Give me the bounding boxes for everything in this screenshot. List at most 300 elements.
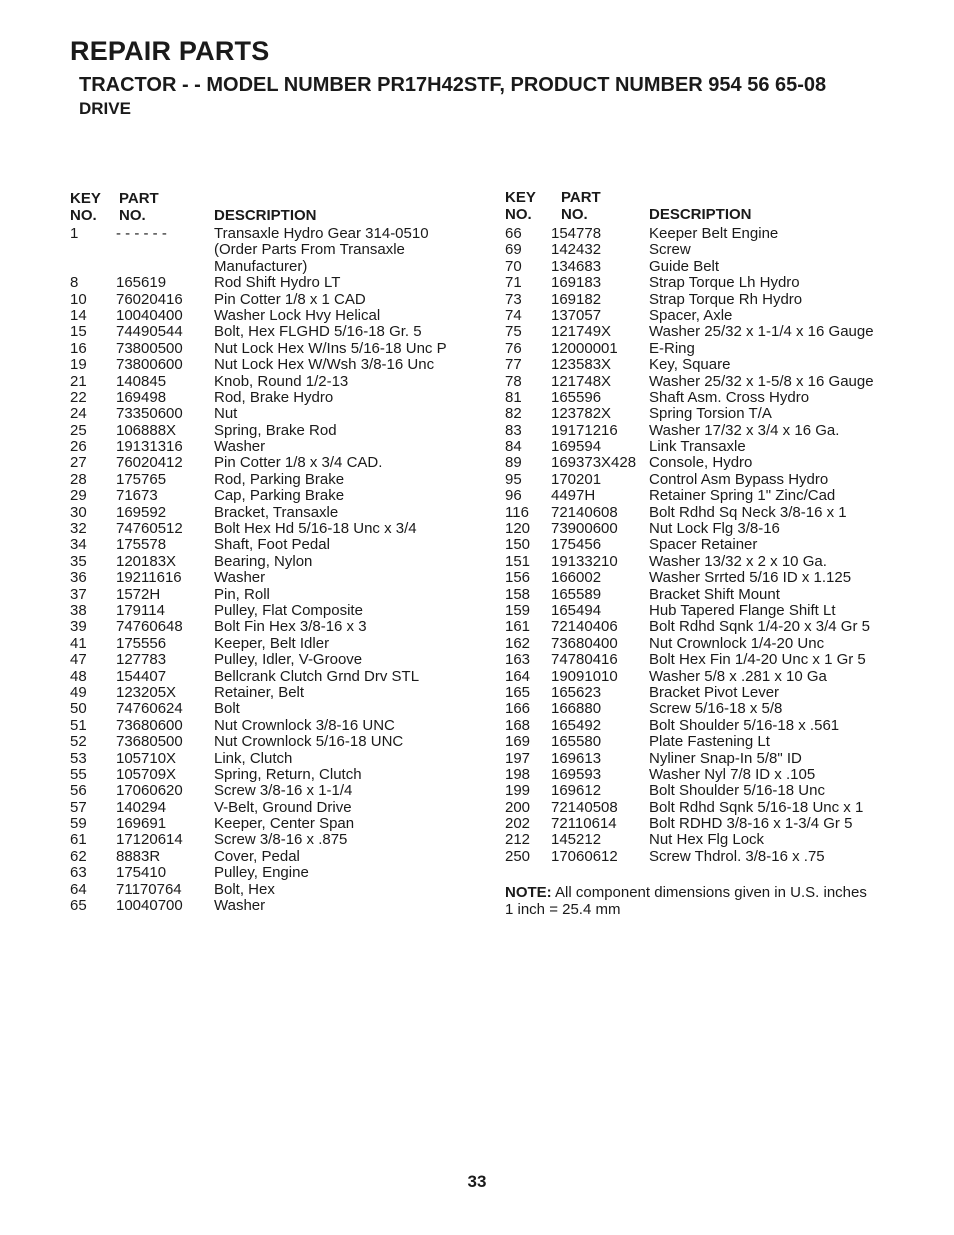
- part-description: E-Ring: [649, 339, 695, 357]
- part-no: 8883R: [116, 847, 161, 865]
- table-row: [505, 390, 905, 406]
- part-no: 123205X: [116, 683, 177, 701]
- part-no: 10040700: [116, 897, 183, 915]
- part-no: 165494: [551, 601, 602, 619]
- part-description: Spacer, Axle: [649, 306, 733, 324]
- key-no: 53: [70, 749, 87, 767]
- table-row: [70, 751, 470, 767]
- part-description: Screw Thdrol. 3/8-16 x .75: [649, 847, 825, 865]
- key-no: 25: [70, 421, 87, 439]
- part-description: Pin Cotter 1/8 x 3/4 CAD.: [214, 454, 383, 472]
- part-no: 74490544: [116, 323, 183, 341]
- part-description: Pin Cotter 1/8 x 1 CAD: [214, 290, 366, 308]
- part-no: 1572H: [116, 585, 161, 603]
- key-no: 82: [505, 405, 522, 423]
- part-description: Bracket Pivot Lever: [649, 683, 780, 701]
- table-row: [505, 636, 905, 652]
- part-description: Control Asm Bypass Hydro: [649, 470, 829, 488]
- table-row: [505, 259, 905, 275]
- part-no: 175456: [551, 536, 602, 554]
- table-row: [505, 292, 905, 308]
- key-no: 47: [70, 651, 87, 669]
- part-description: Nut Lock Hex W/Wsh 3/8-16 Unc: [214, 356, 435, 374]
- key-no: 52: [70, 733, 87, 751]
- part-no: 165589: [551, 585, 602, 603]
- part-no: 72140508: [551, 798, 618, 816]
- key-no: 151: [505, 552, 531, 570]
- table-row: [70, 423, 470, 439]
- key-no: 197: [505, 749, 531, 767]
- part-no: 17060620: [116, 782, 183, 800]
- part-description: Keeper, Belt Idler: [214, 634, 330, 652]
- page-title: REPAIR PARTS: [70, 36, 270, 66]
- key-no: 89: [505, 454, 522, 472]
- part-no: 175765: [116, 470, 167, 488]
- part-no: 140845: [116, 372, 167, 390]
- key-no: 212: [505, 831, 531, 849]
- parts-table-right: [505, 188, 905, 865]
- part-no: 71673: [116, 487, 158, 505]
- part-description: Spring, Brake Rod: [214, 421, 337, 439]
- key-no: 29: [70, 487, 87, 505]
- key-no: 14: [70, 306, 87, 324]
- part-description: Pulley, Flat Composite: [214, 601, 363, 619]
- part-description: Hub Tapered Flange Shift Lt: [649, 601, 836, 619]
- key-no: 49: [70, 683, 87, 701]
- table-row: [505, 751, 905, 767]
- table-row: [70, 865, 470, 881]
- part-description: Screw 3/8-16 x .875: [214, 831, 348, 849]
- part-no: 169182: [551, 290, 602, 308]
- key-no: 66: [505, 225, 522, 242]
- part-no: 169593: [551, 765, 602, 783]
- key-no: 96: [505, 487, 522, 505]
- key-no: 74: [505, 306, 522, 324]
- part-no: 105710X: [116, 749, 177, 767]
- part-description: Keeper, Center Span: [214, 815, 355, 833]
- part-no: 73900600: [551, 520, 618, 538]
- note: [505, 885, 895, 918]
- key-no: 10: [70, 290, 87, 308]
- table-row: [70, 521, 470, 537]
- table-row: [70, 324, 470, 340]
- table-row: [505, 341, 905, 357]
- part-no: 175410: [116, 864, 167, 882]
- key-no: 1: [70, 225, 79, 242]
- page-number: 33: [467, 1172, 487, 1191]
- table-row: [70, 537, 470, 553]
- part-description: Knob, Round 1/2-13: [214, 372, 349, 390]
- key-no: 120: [505, 520, 531, 538]
- table-row: [70, 292, 470, 308]
- part-description: Rod, Parking Brake: [214, 470, 345, 488]
- table-row: [505, 308, 905, 324]
- part-no: 154778: [551, 225, 602, 242]
- part-no: 134683: [551, 257, 602, 275]
- key-no: 71: [505, 274, 522, 292]
- part-no: 121748X: [551, 372, 612, 390]
- table-row: [70, 701, 470, 717]
- table-row: [70, 226, 470, 242]
- key-header-line2: NO.: [505, 206, 532, 223]
- part-description: Nut Lock Hex W/Ins 5/16-18 Unc P: [214, 339, 447, 357]
- table-row: [505, 767, 905, 783]
- table-row: [505, 783, 905, 799]
- part-description: Washer Lock Hvy Helical: [214, 306, 381, 324]
- part-no: 73800600: [116, 356, 183, 374]
- table-row: [505, 669, 905, 685]
- part-no: 105709X: [116, 765, 177, 783]
- table-row: [70, 374, 470, 390]
- part-description: Bolt, Hex: [214, 880, 275, 898]
- key-no: 15: [70, 323, 87, 341]
- table-row: [505, 423, 905, 439]
- part-description: Manufacturer): [214, 257, 308, 275]
- key-no: 77: [505, 356, 522, 374]
- page-subtitle: TRACTOR - - MODEL NUMBER PR17H42STF, PRODUCT NUMBER 954 56 65-08: [79, 74, 827, 96]
- part-description: Link Transaxle: [649, 438, 746, 456]
- key-no: 32: [70, 520, 87, 538]
- key-no: 169: [505, 733, 531, 751]
- table-body-right: [505, 226, 905, 865]
- part-description: Cover, Pedal: [214, 847, 300, 865]
- part-description: Washer 13/32 x 2 x 10 Ga.: [649, 552, 827, 570]
- part-no: 169691: [116, 815, 167, 833]
- part-description: Bolt Rdhd Sq Neck 3/8-16 x 1: [649, 503, 847, 521]
- key-no: 26: [70, 438, 87, 456]
- parts-table-left: [70, 188, 470, 914]
- table-row: [70, 488, 470, 504]
- table-row: [70, 505, 470, 521]
- part-no: 140294: [116, 798, 167, 816]
- part-description: Strap Torque Rh Hydro: [649, 290, 803, 308]
- part-no: 179114: [116, 601, 165, 619]
- part-description: Bolt Hex Hd 5/16-18 Unc x 3/4: [214, 520, 417, 538]
- part-no: 169613: [551, 749, 602, 767]
- part-description: Washer Nyl 7/8 ID x .105: [649, 765, 816, 783]
- part-no: 73800500: [116, 339, 183, 357]
- part-description: Transaxle Hydro Gear 314-0510: [214, 225, 429, 242]
- table-row: [70, 718, 470, 734]
- key-header-line2: NO.: [70, 207, 97, 224]
- table-header-left: [70, 188, 470, 226]
- key-no: 62: [70, 847, 87, 865]
- part-description: Rod Shift Hydro LT: [214, 274, 341, 292]
- part-no: 169612: [551, 782, 602, 800]
- table-row: [70, 882, 470, 898]
- key-no: 150: [505, 536, 531, 554]
- note-conversion: 1 inch = 25.4 mm: [505, 900, 621, 918]
- table-row: [505, 849, 905, 865]
- key-no: 34: [70, 536, 87, 554]
- table-row: [70, 587, 470, 603]
- part-no: 72140406: [551, 618, 618, 636]
- part-no: 73680500: [116, 733, 183, 751]
- key-no: 19: [70, 356, 87, 374]
- part-no: 175578: [116, 536, 167, 554]
- part-description: Nut Hex Flg Lock: [649, 831, 765, 849]
- part-description: Retainer Spring 1" Zinc/Cad: [649, 487, 836, 505]
- part-no: 73680600: [116, 716, 183, 734]
- part-description: Screw: [649, 241, 691, 259]
- part-no: 74760624: [116, 700, 183, 718]
- key-no: 159: [505, 601, 531, 619]
- key-no: 70: [505, 257, 522, 275]
- part-no: 71170764: [116, 880, 182, 898]
- part-description: Washer 25/32 x 1-1/4 x 16 Gauge: [649, 323, 874, 341]
- key-no: 51: [70, 716, 87, 734]
- key-no: 38: [70, 601, 87, 619]
- table-row: [505, 374, 905, 390]
- table-row: [70, 734, 470, 750]
- part-header-line1: PART: [561, 189, 601, 206]
- part-description: Bolt: [214, 700, 240, 718]
- table-row: [505, 324, 905, 340]
- key-no: 165: [505, 683, 531, 701]
- table-row: [70, 406, 470, 422]
- part-description: Nut Crownlock 1/4-20 Unc: [649, 634, 825, 652]
- part-description: Washer 5/8 x .281 x 10 Ga: [649, 667, 827, 685]
- part-no: 19171216: [551, 421, 618, 439]
- table-row: [505, 701, 905, 717]
- description-header: DESCRIPTION: [214, 207, 317, 224]
- table-row: [70, 357, 470, 373]
- key-no: 95: [505, 470, 522, 488]
- part-description: Washer 17/32 x 3/4 x 16 Ga.: [649, 421, 840, 439]
- key-no: 163: [505, 651, 531, 669]
- table-row: [70, 603, 470, 619]
- key-no: 35: [70, 552, 87, 570]
- part-no: 17060612: [551, 847, 618, 865]
- part-description: Bolt RDHD 3/8-16 x 1-3/4 Gr 5: [649, 815, 853, 833]
- key-header-line1: KEY: [505, 189, 536, 206]
- part-description: Pulley, Idler, V-Groove: [214, 651, 363, 669]
- key-no: 198: [505, 765, 531, 783]
- part-header-line1: PART: [119, 190, 159, 207]
- part-description: Cap, Parking Brake: [214, 487, 345, 505]
- key-no: 199: [505, 782, 531, 800]
- key-no: 59: [70, 815, 87, 833]
- key-no: 161: [505, 618, 531, 636]
- table-header-right: [505, 188, 905, 226]
- table-row: [505, 242, 905, 258]
- part-description: Bolt Shoulder 5/16-18 x .561: [649, 716, 840, 734]
- table-row: [70, 849, 470, 865]
- key-no: 28: [70, 470, 87, 488]
- table-row: [505, 455, 905, 471]
- key-no: 202: [505, 815, 531, 833]
- table-row: [70, 636, 470, 652]
- part-no: 121749X: [551, 323, 612, 341]
- part-no: 12000001: [551, 339, 618, 357]
- key-no: 78: [505, 372, 522, 390]
- key-no: 56: [70, 782, 87, 800]
- part-no: 73350600: [116, 405, 183, 423]
- table-row: [505, 734, 905, 750]
- part-description: Plate Fastening Lt: [649, 733, 770, 751]
- key-no: 37: [70, 585, 87, 603]
- part-description: Nyliner Snap-In 5/8" ID: [649, 749, 802, 767]
- table-row: [505, 603, 905, 619]
- key-no: 41: [70, 634, 87, 652]
- key-no: 81: [505, 388, 522, 406]
- key-no: 76: [505, 339, 522, 357]
- part-no: 165619: [116, 274, 167, 292]
- part-no: 74760648: [116, 618, 183, 636]
- part-description: Spacer Retainer: [649, 536, 758, 554]
- key-no: 30: [70, 503, 87, 521]
- part-description: Bolt Shoulder 5/16-18 Unc: [649, 782, 825, 800]
- part-description: Spring Torsion T/A: [649, 405, 772, 423]
- table-row: [505, 406, 905, 422]
- key-no: 16: [70, 339, 87, 357]
- key-no: 63: [70, 864, 87, 882]
- table-row: [70, 439, 470, 455]
- part-no: 74780416: [551, 651, 618, 669]
- part-header-line2: NO.: [119, 207, 146, 224]
- key-no: 200: [505, 798, 531, 816]
- part-description: Guide Belt: [649, 257, 720, 275]
- table-row: [70, 554, 470, 570]
- key-no: 84: [505, 438, 522, 456]
- table-row: [505, 619, 905, 635]
- table-row: [505, 488, 905, 504]
- part-no: 137057: [551, 306, 602, 324]
- key-no: 64: [70, 880, 87, 898]
- key-no: 39: [70, 618, 87, 636]
- table-row: [70, 619, 470, 635]
- table-row: [505, 226, 905, 242]
- part-no: 10040400: [116, 306, 183, 324]
- part-no: 19211616: [116, 569, 182, 587]
- part-no: 19131316: [116, 438, 183, 456]
- part-description: Pin, Roll: [214, 585, 270, 603]
- part-no: 145212: [551, 831, 602, 849]
- part-description: Bolt, Hex FLGHD 5/16-18 Gr. 5: [214, 323, 422, 341]
- part-description: Console, Hydro: [649, 454, 753, 472]
- part-no: 165580: [551, 733, 602, 751]
- part-no: 4497H: [551, 487, 596, 505]
- part-description: Keeper Belt Engine: [649, 225, 779, 242]
- table-row: [70, 652, 470, 668]
- part-description: Bolt Rdhd Sqnk 5/16-18 Unc x 1: [649, 798, 864, 816]
- table-row: [70, 898, 470, 914]
- note-text: All component dimensions given in U.S. inches: [555, 884, 867, 901]
- part-no: 142432: [551, 241, 602, 259]
- part-description: Screw 3/8-16 x 1-1/4: [214, 782, 353, 800]
- key-no: 250: [505, 847, 531, 865]
- part-description: Strap Torque Lh Hydro: [649, 274, 800, 292]
- part-description: Nut: [214, 405, 238, 423]
- table-row: [70, 816, 470, 832]
- key-no: 8: [70, 274, 79, 292]
- table-row: [505, 505, 905, 521]
- part-no: 165596: [551, 388, 602, 406]
- table-row: [505, 570, 905, 586]
- part-description: V-Belt, Ground Drive: [214, 798, 352, 816]
- part-no: 120183X: [116, 552, 177, 570]
- table-row: [70, 767, 470, 783]
- part-no: 154407: [116, 667, 167, 685]
- part-no: 165492: [551, 716, 602, 734]
- part-no: 123782X: [551, 405, 612, 423]
- table-row: [505, 537, 905, 553]
- key-no: 158: [505, 585, 531, 603]
- table-row: [70, 275, 470, 291]
- table-row: [505, 275, 905, 291]
- part-description: Link, Clutch: [214, 749, 293, 767]
- part-no: 72110614: [551, 815, 617, 833]
- part-no: 165623: [551, 683, 602, 701]
- table-row: [505, 357, 905, 373]
- part-no: 19133210: [551, 552, 618, 570]
- key-header-line1: KEY: [70, 190, 101, 207]
- part-no: 72140608: [551, 503, 618, 521]
- table-row: [70, 832, 470, 848]
- key-no: 61: [70, 831, 87, 849]
- part-description: Bolt Fin Hex 3/8-16 x 3: [214, 618, 367, 636]
- key-no: 36: [70, 569, 87, 587]
- table-row: [70, 570, 470, 586]
- part-description: Washer: [214, 897, 266, 915]
- table-row: [505, 554, 905, 570]
- part-description: Bolt Hex Fin 1/4-20 Unc x 1 Gr 5: [649, 651, 866, 669]
- part-description: Bellcrank Clutch Grnd Drv STL: [214, 667, 420, 685]
- part-no: 166880: [551, 700, 602, 718]
- part-description: (Order Parts From Transaxle: [214, 241, 405, 259]
- key-no: 57: [70, 798, 87, 816]
- key-no: 22: [70, 388, 87, 406]
- key-no: 50: [70, 700, 87, 718]
- table-row: [505, 521, 905, 537]
- key-no: 65: [70, 897, 87, 915]
- table-row: [505, 685, 905, 701]
- part-no: 175556: [116, 634, 167, 652]
- key-no: 156: [505, 569, 531, 587]
- part-header-line2: NO.: [561, 206, 588, 223]
- part-no: 74760512: [116, 520, 183, 538]
- key-no: 21: [70, 372, 87, 390]
- part-description: Washer Srrted 5/16 ID x 1.125: [649, 569, 852, 587]
- part-description: Washer 25/32 x 1-5/8 x 16 Gauge: [649, 372, 874, 390]
- table-row: [505, 587, 905, 603]
- part-no: - - - - - -: [116, 225, 167, 242]
- part-description: Bearing, Nylon: [214, 552, 313, 570]
- key-no: 27: [70, 454, 87, 472]
- key-no: 116: [505, 503, 529, 521]
- part-description: Rod, Brake Hydro: [214, 388, 334, 406]
- table-row: [505, 718, 905, 734]
- part-no: 169373X428: [551, 454, 637, 472]
- part-description: Washer: [214, 569, 266, 587]
- key-no: 162: [505, 634, 531, 652]
- table-row: [70, 308, 470, 324]
- table-row: [505, 832, 905, 848]
- part-no: 76020416: [116, 290, 183, 308]
- key-no: 75: [505, 323, 522, 341]
- key-no: 48: [70, 667, 87, 685]
- part-no: 169592: [116, 503, 167, 521]
- part-no: 169594: [551, 438, 602, 456]
- table-row: [505, 816, 905, 832]
- table-row: [505, 800, 905, 816]
- part-description: Nut Crownlock 3/8-16 UNC: [214, 716, 395, 734]
- key-no: 69: [505, 241, 522, 259]
- part-no: 123583X: [551, 356, 612, 374]
- part-description: Screw 5/16-18 x 5/8: [649, 700, 783, 718]
- part-no: 19091010: [551, 667, 618, 685]
- table-row: [70, 242, 470, 258]
